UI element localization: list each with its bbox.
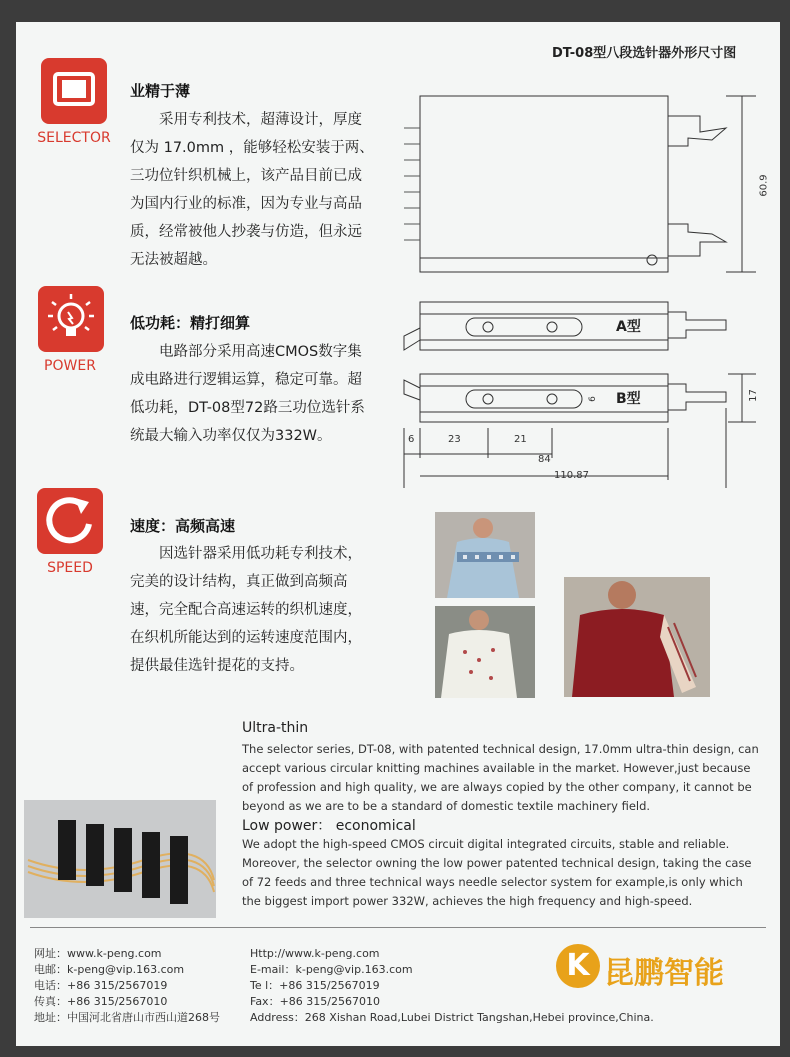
model-photo-sweater-blue: [435, 512, 535, 598]
english-heading-ultrathin: Ultra-thin: [242, 720, 309, 736]
section-title-ultrathin: 业精于薄: [130, 82, 191, 100]
english-body-ultrathin: The selector series, DT-08, with patented technical design, 17.0mm ultra-thin design, can accept various circular knitting machines available in the market. However,just because of profession and high quality, we are always copied by the other company, it cannot be beyond as we are to be a standard of domestic textile machinery field.: [242, 742, 759, 813]
dim-84: 84: [538, 454, 551, 465]
dim-21: 21: [514, 434, 527, 445]
dim-thickness: 17: [747, 389, 759, 402]
selector-icon: [41, 58, 107, 124]
model-photo-shirt-white: [435, 606, 535, 698]
english-heading-power: Low power： economical: [242, 818, 416, 834]
footer-cn-fax: 传真：+86 315/2567010: [34, 995, 168, 1008]
selector-label: SELECTOR: [37, 130, 111, 146]
footer-en-fax: Fax：+86 315/2567010: [250, 995, 380, 1008]
footer-en-web: Http://www.k-peng.com: [250, 947, 380, 960]
power-label: POWER: [44, 358, 96, 374]
type-b-label: B型: [616, 391, 641, 407]
footer-contact-cn: [34, 946, 220, 1026]
footer-cn-email: 电邮：k-peng@vip.163.com: [34, 963, 185, 976]
product-photo-selectors: [24, 800, 216, 918]
model-photo-sweater-red: [564, 577, 710, 697]
footer-cn-phone: 电话：+86 315/2567019: [34, 979, 168, 992]
type-a-label: A型: [616, 319, 641, 335]
footer-cn-web: 网址：www.k-peng.com: [34, 947, 162, 960]
footer-divider: [30, 927, 766, 928]
section-body-speed: 因选针器采用低功耗专利技术，完美的设计结构，真正做到高频高速，完全配合高速运转的织机速度，在织机所能达到的运转速度范围内，提供最佳选针提花的支持。: [130, 546, 362, 674]
section-title-power: 低功耗：精打细算: [130, 314, 251, 332]
section-title-speed: 速度：高频高速: [130, 517, 236, 535]
dim-total: 110.87: [554, 470, 589, 481]
dim-23: 23: [448, 434, 461, 445]
logo-letter: K: [566, 948, 590, 983]
dim-small: 6: [587, 396, 598, 402]
dim-6: 6: [408, 434, 415, 445]
company-logo-text: 昆鹏智能: [604, 956, 724, 991]
section-body-power: 电路部分采用高速CMOS数字集成电路进行逻辑运算，稳定可靠。超低功耗，DT-08型72路三功位选针系统最大输入功率仅仅为332W。: [130, 344, 365, 444]
dimension-drawing: [396, 88, 776, 488]
footer-en-phone: Te l：+86 315/2567019: [250, 979, 380, 992]
bulb-icon: [38, 286, 104, 352]
footer-cn-address: 地址：中国河北省唐山市西山道268号: [34, 1011, 220, 1024]
english-body-power: We adopt the high-speed CMOS circuit digital integrated circuits, stable and reliable. Moreover, the selector owning the low power patented technical design, taking the case of 72 feeds and three technical ways needle selector system for example,is only which the biggest import power 332W, achieves the high frequency and high-speed.: [242, 837, 752, 908]
footer-en-email: E-mail：k-peng@vip.163.com: [250, 963, 413, 976]
speed-arrow-icon: [37, 488, 103, 554]
drawing-title: DT-08型八段选针器外形尺寸图: [552, 46, 737, 61]
speed-label: SPEED: [47, 560, 93, 576]
company-logo-icon: [556, 944, 600, 988]
footer-en-address: Address：268 Xishan Road,Lubei District Tangshan,Hebei province,China.: [250, 1011, 654, 1024]
section-body-ultrathin: 采用专利技术，超薄设计，厚度仅为 17.0mm ，能够轻松安装于两、三功位针织机械上，该产品目前已成为国内行业的标准，因为专业与高品质，经常被他人抄袭与仿造，但永远无法被超越。: [130, 112, 374, 268]
brochure-page: [16, 22, 780, 1046]
dim-height: 60.9: [758, 174, 770, 197]
